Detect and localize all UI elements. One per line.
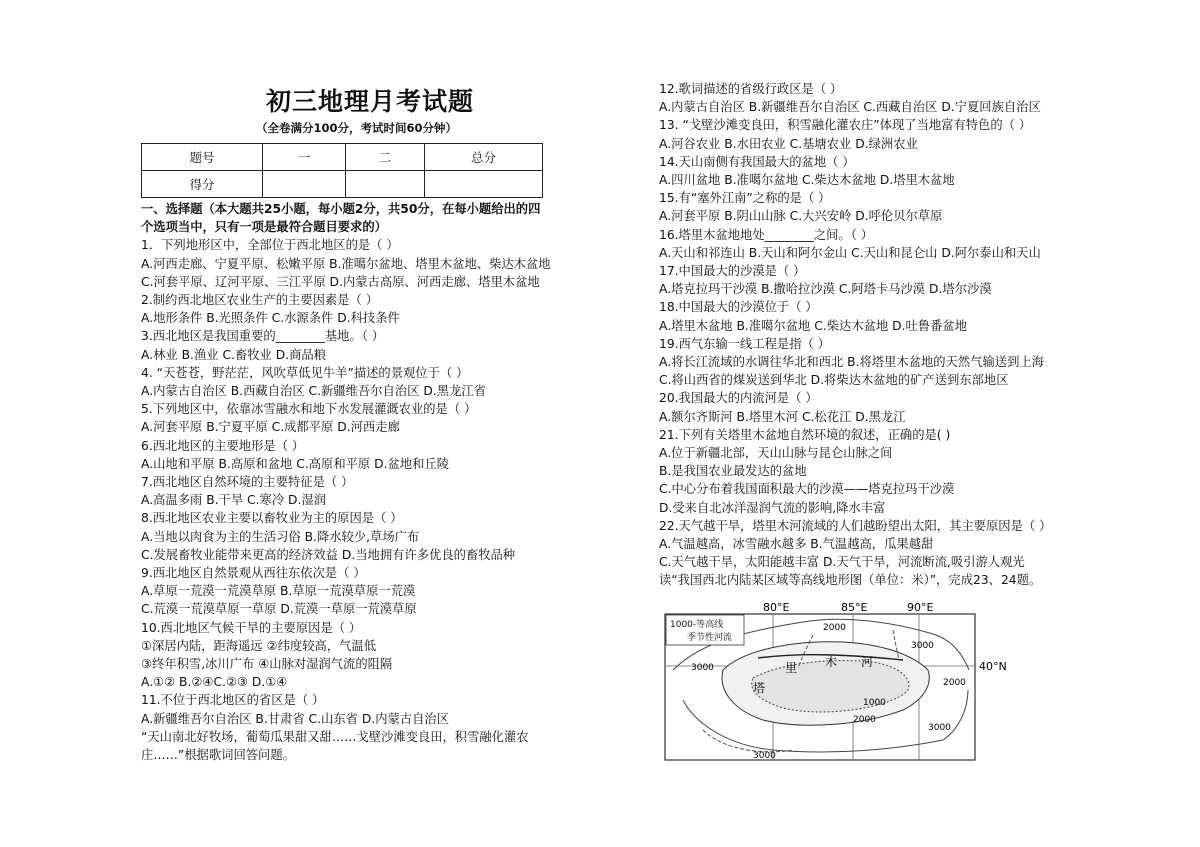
question-line: 17.中国最大的沙漠是（ ） bbox=[659, 264, 806, 278]
question-line: A.河西走廊、宁夏平原、松嫩平原 B.准噶尔盆地、塔里木盆地、柴达木盆地 bbox=[141, 256, 551, 271]
question-line: A.将长江流域的水调往华北和西北 B.将塔里木盆地的天然气输送到上海 bbox=[659, 355, 1044, 369]
question-line: A.四川盆地 B.准噶尔盆地 C.柴达木盆地 D.塔里木盆地 bbox=[659, 173, 955, 187]
question-line: A.高温多雨 B.干旱 C.寒冷 D.湿润 bbox=[141, 493, 327, 508]
question-line: A.新疆维吾尔自治区 B.甘肃省 C.山东省 D.内蒙古自治区 bbox=[141, 711, 449, 726]
page-subtitle: （全卷满分100分，考试时间60分钟） bbox=[256, 121, 458, 135]
score-table-score-row bbox=[142, 171, 543, 198]
map-place-char: 里 bbox=[785, 661, 798, 675]
question-line: 5.下列地区中，依靠冰雪融水和地下水发展灌溉农业的是（ ） bbox=[141, 402, 477, 417]
question-line: A.河套平原 B.宁夏平原 C.成都平原 D.河西走廊 bbox=[141, 420, 400, 435]
map-place-char: 河 bbox=[861, 655, 874, 669]
question-line: D.受来自北冰洋湿润气流的影响,降水丰富 bbox=[659, 500, 886, 515]
map-lon-label: 80°E bbox=[763, 601, 790, 614]
question-line: A.额尔齐斯河 B.塔里木河 C.松花江 D.黑龙江 bbox=[659, 409, 906, 424]
question-line: 21.下列有关塔里木盆地自然环境的叙述，正确的是( ) bbox=[659, 427, 951, 442]
question-line: ①深居内陆，距海遥远 ②纬度较高，气温低 bbox=[141, 638, 377, 653]
question-line: 20.我国最大的内流河是（ ） bbox=[659, 391, 818, 406]
question-line: A.林业 B.渔业 C.畜牧业 D.商品粮 bbox=[141, 347, 327, 362]
question-line: 11.不位于西北地区的省区是（ ） bbox=[141, 693, 325, 708]
question-line: 13. “戈壁沙滩变良田，积雪融化灌农庄”体现了当地富有特色的（ ） bbox=[659, 118, 1032, 133]
map-contour-label: 3000 bbox=[911, 641, 934, 651]
question-line: 一、选择题（本大题共25小题，每小题2分，共50分，在每小题给出的四 bbox=[141, 202, 541, 216]
question-line: A.天山和祁连山 B.天山和阿尔金山 C.天山和昆仑山 D.阿尔泰山和天山 bbox=[659, 245, 1041, 260]
question-line: 9.西北地区自然景观从西往东依次是（ ） bbox=[141, 566, 366, 580]
map-contour-label: 3000 bbox=[928, 723, 951, 733]
question-line: C.河套平原、辽河平原、三江平原 D.内蒙古高原、河西走廊、塔里木盆地 bbox=[141, 274, 540, 289]
question-line: A.当地以肉食为主的生活习俗 B.降水较少,草场广布 bbox=[141, 529, 420, 544]
score-input-cell[interactable] bbox=[346, 171, 425, 198]
map-place-char: 塔 bbox=[753, 681, 766, 695]
score-input-cell[interactable] bbox=[425, 171, 543, 198]
contour-map-figure bbox=[663, 600, 1033, 762]
map-place-char: 木 bbox=[825, 655, 838, 669]
question-line: A.①② B.②④C.②③ D.①④ bbox=[141, 675, 288, 690]
score-input-cell[interactable] bbox=[263, 171, 346, 198]
question-line: C.天气越干旱，太阳能越丰富 D.天气干旱，河流断流,吸引游人观光 bbox=[659, 555, 1025, 570]
question-line: 14.天山南侧有我国最大的盆地（ ） bbox=[659, 154, 855, 169]
question-line: A.气温越高，冰雪融水越多 B.气温越高，瓜果越甜 bbox=[659, 537, 934, 551]
question-line: C.中心分布着我国面积最大的沙漠——塔克拉玛干沙漠 bbox=[659, 482, 955, 497]
question-line: 10.西北地区气候干旱的主要原因是（ ） bbox=[141, 620, 362, 635]
question-line: 个选项当中，只有一项是最符合题目要求的） bbox=[141, 220, 387, 235]
question-line: A.塔克拉玛干沙漠 B.撒哈拉沙漠 C.阿塔卡马沙漠 D.塔尔沙漠 bbox=[659, 282, 992, 297]
score-cell: 二 bbox=[346, 144, 425, 171]
question-line: 7.西北地区自然环境的主要特征是（ ） bbox=[141, 475, 354, 489]
question-line: A.河套平原 B.阴山山脉 C.大兴安岭 D.呼伦贝尔草原 bbox=[659, 209, 943, 224]
question-line: A.塔里木盆地 B.准噶尔盆地 C.柴达木盆地 D.吐鲁番盆地 bbox=[659, 318, 967, 333]
contour-map bbox=[663, 600, 1033, 762]
score-cell: 一 bbox=[263, 144, 346, 171]
question-line: B.是我国农业最发达的盆地 bbox=[659, 464, 807, 479]
map-contour-label: 2000 bbox=[823, 623, 846, 633]
page-title: 初三地理月考试题 bbox=[266, 87, 475, 116]
question-line: 读“我国西北内陆某区域等高线地形图（单位：米）”，完成23、24题。 bbox=[659, 573, 1042, 588]
question-line: A.地形条件 B.光照条件 C.水源条件 D.科技条件 bbox=[141, 311, 400, 326]
question-line: 16.塔里木盆地地处________之间。（ ） bbox=[659, 227, 874, 242]
question-line: 1．下列地形区中，全部位于西北地区的是（ ） bbox=[141, 238, 399, 253]
question-line: 22.天气越干旱，塔里木河流域的人们越盼望出太阳，其主要原因是（ ） bbox=[659, 518, 1052, 533]
map-contour-label: 3000 bbox=[753, 751, 776, 761]
question-line: A.位于新疆北部，天山山脉与昆仑山脉之间 bbox=[659, 446, 893, 460]
score-cell: 得分 bbox=[142, 171, 263, 198]
question-line: 6.西北地区的主要地形是（ ） bbox=[141, 438, 305, 453]
question-line: A.山地和平原 B.高原和盆地 C.高原和平原 D.盆地和丘陵 bbox=[141, 456, 449, 471]
question-line: C.荒漠一荒漠草原一草原 D.荒漠一草原一荒漠草原 bbox=[141, 602, 417, 617]
map-contour-label: 3000 bbox=[691, 663, 714, 673]
question-line: C.将山西省的煤炭送到华北 D.将柴达木盆地的矿产送到东部地区 bbox=[659, 373, 1009, 388]
map-contour-label: 1000 bbox=[863, 698, 886, 708]
question-line: 3.西北地区是我国重要的________基地。（ ） bbox=[141, 329, 385, 344]
question-line: 12.歌词描述的省级行政区是（ ） bbox=[659, 82, 843, 96]
score-table-header-row bbox=[142, 144, 543, 171]
map-contour-label: 2000 bbox=[853, 715, 876, 725]
question-line: A.草原一荒漠一荒漠草原 B.草原一荒漠草原一荒漠 bbox=[141, 584, 416, 599]
score-table bbox=[141, 143, 543, 198]
question-line: A.内蒙古自治区 B.西藏自治区 C.新疆维吾尔自治区 D.黑龙江省 bbox=[141, 384, 486, 398]
question-line: ③终年积雪,冰川广布 ④山脉对湿润气流的阻隔 bbox=[141, 657, 393, 671]
question-line: 4. “天苍苍，野茫茫，风吹草低见牛羊”描述的景观位于（ ） bbox=[141, 365, 469, 380]
question-line: 18.中国最大的沙漠位于（ ） bbox=[659, 300, 818, 315]
map-legend-contour: 1000-等高线 bbox=[670, 620, 724, 630]
question-line: A.内蒙古自治区 B.新疆维吾尔自治区 C.西藏自治区 D.宁夏回族自治区 bbox=[659, 100, 1041, 115]
map-lon-label: 90°E bbox=[907, 601, 934, 614]
question-line: A.河谷农业 B.水田农业 C.基塘农业 D.绿洲农业 bbox=[659, 136, 918, 151]
map-legend-river: 季节性河流 bbox=[687, 633, 733, 643]
map-lat-label: 40°N bbox=[979, 660, 1007, 673]
question-line: 庄……”根据歌词回答问题。 bbox=[141, 748, 295, 762]
map-contour-label: 2000 bbox=[943, 678, 966, 688]
question-line: 8.西北地区农业主要以畜牧业为主的原因是（ ） bbox=[141, 511, 403, 526]
question-line: 2.制约西北地区农业生产的主要因素是（ ） bbox=[141, 293, 378, 307]
question-line: C.发展畜牧业能带来更高的经济效益 D.当地拥有许多优良的畜牧品种 bbox=[141, 547, 516, 562]
question-line: 15.有“塞外江南”之称的是（ ） bbox=[659, 191, 831, 206]
question-line: “天山南北好牧场，葡萄瓜果甜又甜……戈壁沙滩变良田，积雪融化灌农 bbox=[141, 729, 529, 744]
score-cell: 总分 bbox=[425, 144, 543, 171]
score-cell: 题号 bbox=[142, 144, 263, 171]
question-line: 19.西气东输一线工程是指（ ） bbox=[659, 336, 831, 351]
map-lon-label: 85°E bbox=[841, 601, 868, 614]
